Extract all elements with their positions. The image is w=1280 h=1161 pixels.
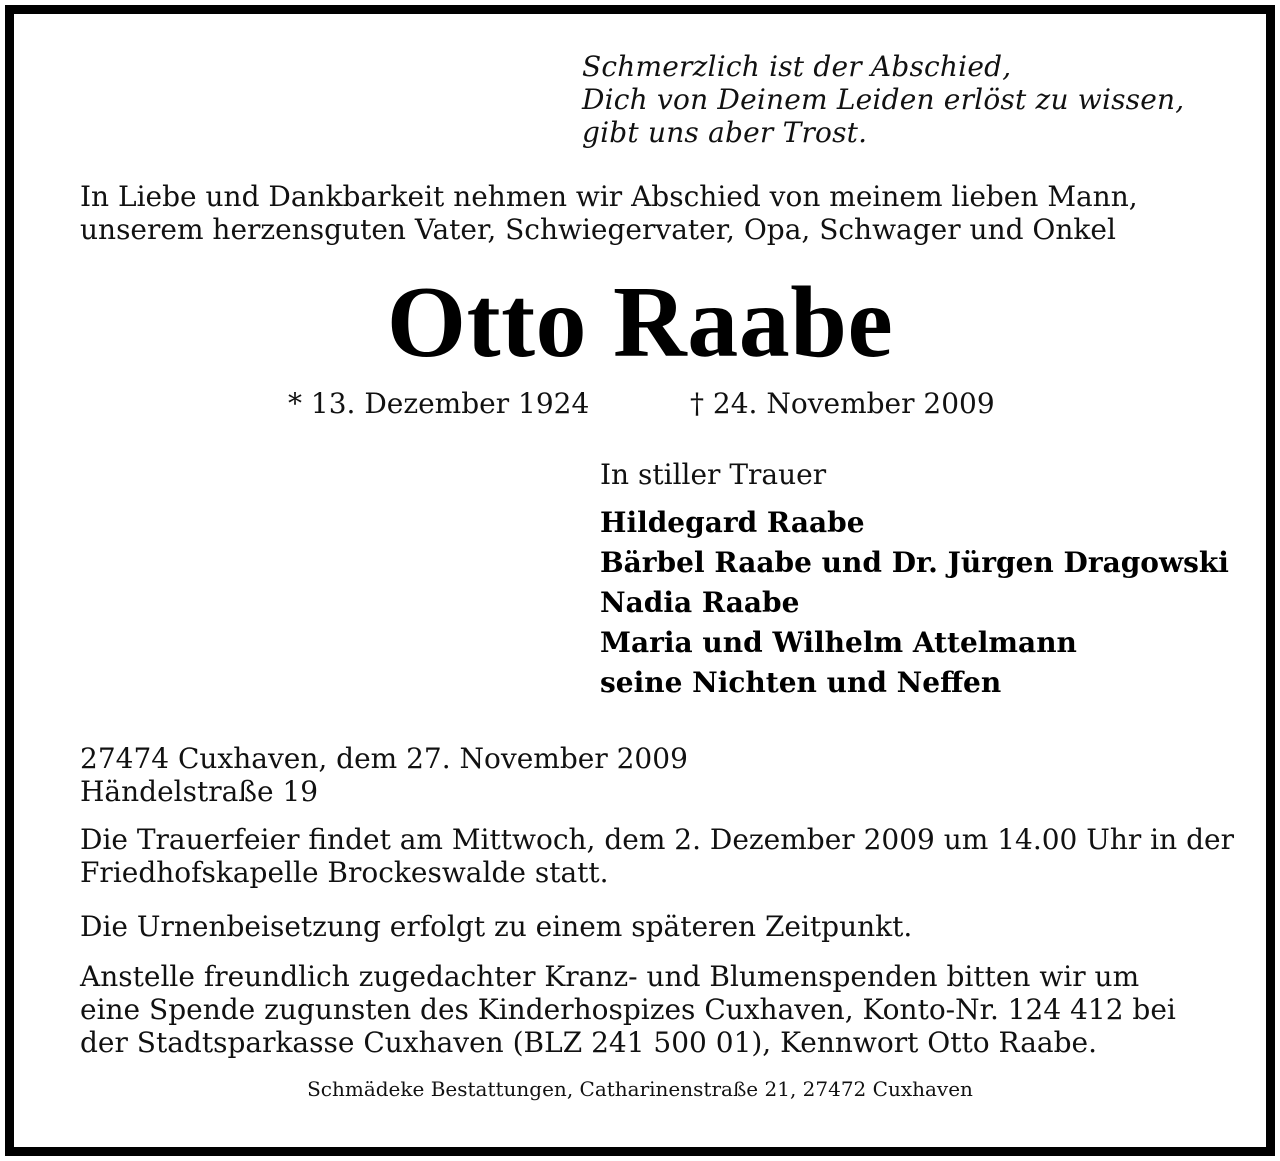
motto-line: gibt uns aber Trost. bbox=[582, 116, 868, 149]
funeral-home-footer: Schmädeke Bestattungen, Catharinenstraße 21, 27472 Cuxhaven bbox=[307, 1077, 973, 1101]
urn-burial-paragraph bbox=[80, 910, 912, 943]
birth-date: * 13. Dezember 1924 bbox=[288, 387, 590, 420]
deceased-name: Otto Raabe bbox=[386, 266, 894, 379]
mourner-name: Maria und Wilhelm Attelmann bbox=[600, 626, 1077, 659]
place-date-line: 27474 Cuxhaven, dem 27. November 2009 bbox=[80, 742, 688, 775]
mourner-name: Hildegard Raabe bbox=[600, 506, 865, 539]
motto-line: Dich von Deinem Leiden erlöst zu wissen, bbox=[582, 83, 1185, 116]
mourners-list bbox=[600, 503, 1229, 703]
motto-verse bbox=[582, 50, 1184, 149]
mourner-name: seine Nichten und Neffen bbox=[600, 666, 1002, 699]
place-and-address bbox=[80, 742, 688, 808]
intro-line: unserem herzensguten Vater, Schwiegervater, Opa, Schwager und Onkel bbox=[80, 213, 1116, 246]
mourner-name: Bärbel Raabe und Dr. Jürgen Dragowski bbox=[600, 546, 1229, 579]
address-line: Händelstraße 19 bbox=[80, 775, 319, 808]
intro-line: In Liebe und Dankbarkeit nehmen wir Abschied von meinem lieben Mann, bbox=[80, 180, 1138, 213]
intro-text bbox=[80, 180, 1138, 246]
paragraph-line: eine Spende zugunsten des Kinderhospizes Cuxhaven, Konto-Nr. 124 412 bei bbox=[80, 993, 1176, 1026]
paragraph-line: Friedhofskapelle Brockeswalde statt. bbox=[80, 856, 609, 889]
paragraph-line: Anstelle freundlich zugedachter Kranz- und Blumenspenden bitten wir um bbox=[80, 960, 1140, 993]
funeral-service-paragraph bbox=[80, 823, 1234, 889]
mourning-heading: In stiller Trauer bbox=[600, 458, 827, 491]
motto-line: Schmerzlich ist der Abschied, bbox=[582, 50, 1012, 83]
donation-paragraph bbox=[80, 960, 1176, 1059]
paragraph-line: der Stadtsparkasse Cuxhaven (BLZ 241 500 01), Kennwort Otto Raabe. bbox=[80, 1026, 1097, 1059]
mourner-name: Nadia Raabe bbox=[600, 586, 800, 619]
paragraph-line: Die Trauerfeier findet am Mittwoch, dem 2. Dezember 2009 um 14.00 Uhr in der bbox=[80, 823, 1234, 856]
paragraph-line: Die Urnenbeisetzung erfolgt zu einem späteren Zeitpunkt. bbox=[80, 910, 913, 943]
death-date: † 24. November 2009 bbox=[690, 387, 995, 420]
